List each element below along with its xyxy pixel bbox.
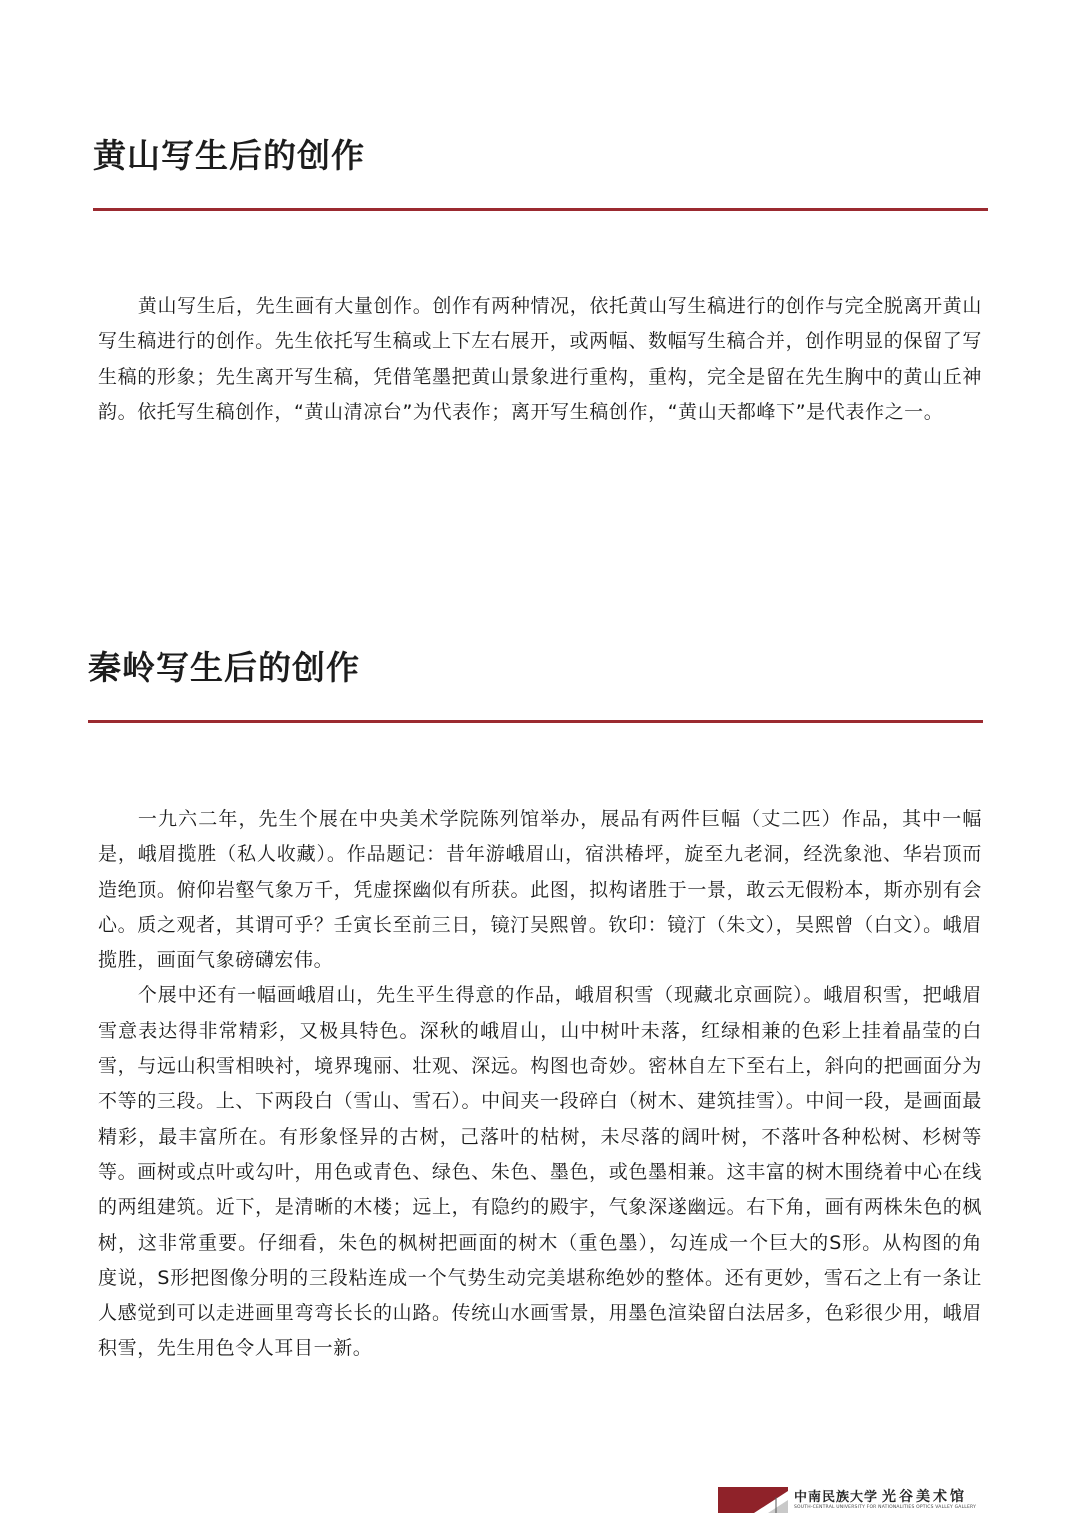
section-heading: 黄山写生后的创作 — [93, 136, 365, 175]
footer-logo — [718, 1483, 988, 1517]
section-qinling-body — [98, 802, 982, 1367]
gallery-name — [794, 1486, 988, 1506]
gallery-logo-icon — [718, 1487, 788, 1513]
section-huangshan — [93, 128, 988, 211]
heading-divider — [88, 720, 983, 723]
heading-divider — [93, 208, 988, 211]
section-huangshan-body — [98, 289, 982, 430]
gallery-name-en: SOUTH-CENTRAL UNIVERSITY FOR NATIONALITIES OPTICS VALLEY GALLERY — [794, 1505, 977, 1510]
paragraph: 黄山写生后，先生画有大量创作。创作有两种情况，依托黄山写生稿进行的创作与完全脱离开黄山写生稿进行的创作。先生依托写生稿或上下左右展开，或两幅、数幅写生稿合并，创作明显的保留了写生稿的形象；先生离开写生稿，凭借笔墨把黄山景象进行重构，重构，完全是留在先生胸中的黄山丘神韵。依托写生稿创作，“黄山清凉台”为代表作；离开写生稿创作，“黄山天都峰下”是代表作之一。 — [98, 295, 982, 423]
gallery-name-cn: 光谷美术馆 — [882, 1489, 968, 1505]
paragraph: 一九六二年，先生个展在中央美术学院陈列馆举办，展品有两件巨幅（丈二匹）作品，其中一幅是，峨眉揽胜（私人收藏）。作品题记：昔年游峨眉山，宿洪椿坪，旋至九老洞，经洗象池、华岩顶而造绝顶。俯仰岩壑气象万千，凭虚探幽似有所获。此图，拟构诸胜于一景，敢云无假粉本，斯亦别有会心。质之观者，其谓可乎？壬寅长至前三日，镜汀吴熙曾。钦印：镜汀（朱文），吴熙曾（白文）。峨眉揽胜，画面气象磅礴宏伟。 — [98, 808, 982, 972]
paragraph: 个展中还有一幅画峨眉山，先生平生得意的作品，峨眉积雪（现藏北京画院）。峨眉积雪，把峨眉雪意表达得非常精彩，又极具特色。深秋的峨眉山，山中树叶未落，红绿相兼的色彩上挂着晶莹的白雪，与远山积雪相映衬，境界瑰丽、壮观、深远。构图也奇妙。密林自左下至右上，斜向的把画面分为不等的三段。上、下两段白（雪山、雪石）。中间夹一段碎白（树木、建筑挂雪）。中间一段，是画面最精彩，最丰富所在。有形象怪异的古树，己落叶的枯树，未尽落的阔叶树，不落叶各种松树、杉树等等。画树或点叶或勾叶，用色或青色、绿色、朱色、墨色，或色墨相兼。这丰富的树木围绕着中心在线的两组建筑。近下，是清晰的木楼；远上，有隐约的殿宇，气象深遂幽远。右下角，画有两株朱色的枫树，这非常重要。仔细看，朱色的枫树把画面的树木（重色墨），勾连成一个巨大的S形。从构图的角度说，S形把图像分明的三段粘连成一个气势生动完美堪称绝妙的整体。还有更妙，雪石之上有一条让人感觉到可以走进画里弯弯长长的山路。传统山水画雪景，用墨色渲染留白法居多，色彩很少用，峨眉积雪，先生用色令人耳目一新。 — [98, 984, 982, 1360]
section-qinling — [88, 640, 983, 723]
section-heading: 秦岭写生后的创作 — [88, 648, 360, 687]
university-name: 中南民族大学 — [794, 1490, 879, 1505]
